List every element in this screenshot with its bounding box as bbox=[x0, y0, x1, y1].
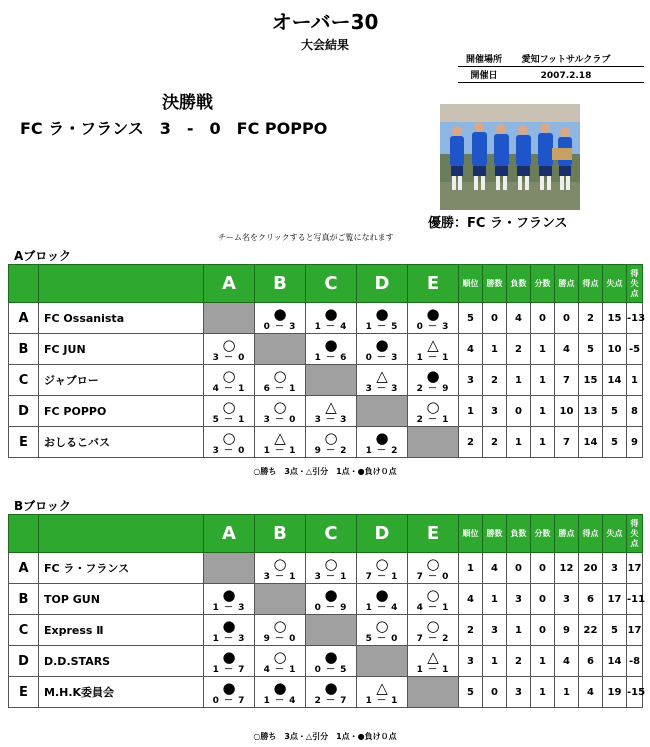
match-result-cell bbox=[306, 303, 357, 334]
row-letter: A bbox=[9, 303, 39, 334]
team-name-link[interactable]: FC POPPO bbox=[39, 396, 204, 427]
stat-header: 失点 bbox=[603, 265, 627, 303]
stat-value: 3 bbox=[483, 615, 507, 646]
match-score: 9 － 0 bbox=[263, 634, 297, 644]
stat-value: 4 bbox=[459, 334, 483, 365]
page-title: オーバー30 bbox=[271, 10, 379, 34]
stat-value: 0 bbox=[531, 584, 555, 615]
result-mark: ● bbox=[222, 679, 236, 697]
table-row bbox=[9, 553, 643, 584]
result-mark: △ bbox=[325, 398, 337, 416]
match-result-cell bbox=[408, 334, 459, 365]
stat-value: 2 bbox=[459, 615, 483, 646]
self-match-cell bbox=[408, 427, 459, 458]
stat-value: 0 bbox=[483, 677, 507, 708]
stat-value: 1 bbox=[507, 365, 531, 396]
self-match-cell bbox=[357, 646, 408, 677]
table-row bbox=[9, 584, 643, 615]
stat-value: 1 bbox=[531, 427, 555, 458]
column-header-c: C bbox=[306, 265, 357, 303]
stat-header: 失点 bbox=[603, 515, 627, 553]
match-score: 0 － 3 bbox=[365, 353, 399, 363]
match-score: 7 － 1 bbox=[365, 572, 399, 582]
stat-value: 0 bbox=[531, 553, 555, 584]
stat-value: 15 bbox=[603, 303, 627, 334]
result-mark: ● bbox=[222, 648, 236, 666]
column-header-d: D bbox=[357, 515, 408, 553]
stat-value: 5 bbox=[603, 396, 627, 427]
match-result-cell bbox=[204, 334, 255, 365]
match-result-cell bbox=[255, 365, 306, 396]
date-label: 開催日 bbox=[470, 71, 498, 81]
result-mark: ○ bbox=[273, 555, 287, 573]
stat-header: 得点 bbox=[579, 265, 603, 303]
row-letter: B bbox=[9, 584, 39, 615]
stat-value: 8 bbox=[627, 396, 643, 427]
column-header-b: B bbox=[255, 265, 306, 303]
stat-value: 0 bbox=[507, 396, 531, 427]
stat-header: 負数 bbox=[507, 265, 531, 303]
match-result-cell bbox=[408, 396, 459, 427]
table-row bbox=[9, 303, 643, 334]
result-mark: ● bbox=[273, 305, 287, 323]
team-name-link[interactable]: FC JUN bbox=[39, 334, 204, 365]
match-score: 0 － 9 bbox=[314, 603, 348, 613]
stat-value: 1 bbox=[531, 334, 555, 365]
stat-value: 17 bbox=[603, 584, 627, 615]
match-result-cell bbox=[306, 646, 357, 677]
result-mark: △ bbox=[427, 336, 439, 354]
result-mark: ● bbox=[324, 679, 338, 697]
match-result-cell bbox=[408, 365, 459, 396]
match-score: 1 － 6 bbox=[314, 353, 348, 363]
click-note: チーム名をクリックすると写真がご覧になれます bbox=[218, 233, 394, 242]
match-result-cell bbox=[306, 677, 357, 708]
team-photo-illustration bbox=[440, 104, 580, 210]
result-mark: ● bbox=[222, 586, 236, 604]
match-score: 4 － 1 bbox=[212, 384, 246, 394]
match-score: 7 － 0 bbox=[416, 572, 450, 582]
match-result-cell bbox=[204, 427, 255, 458]
match-result-cell bbox=[357, 553, 408, 584]
match-result-cell bbox=[255, 396, 306, 427]
table-row bbox=[9, 396, 643, 427]
stat-value: 17 bbox=[627, 615, 643, 646]
stat-header: 負数 bbox=[507, 515, 531, 553]
match-result-cell bbox=[306, 553, 357, 584]
result-mark: △ bbox=[376, 679, 388, 697]
table-row bbox=[9, 427, 643, 458]
row-letter: D bbox=[9, 646, 39, 677]
row-letter: A bbox=[9, 553, 39, 584]
stat-value: 1 bbox=[459, 553, 483, 584]
stat-header: 勝数 bbox=[483, 515, 507, 553]
match-score: 1 － 3 bbox=[212, 603, 246, 613]
header-team bbox=[39, 515, 204, 553]
stat-value: 4 bbox=[579, 677, 603, 708]
row-letter: E bbox=[9, 427, 39, 458]
match-score: 3 － 0 bbox=[212, 353, 246, 363]
stat-header: 得失点 bbox=[627, 265, 643, 303]
block-a-legend: ○勝ち 3点・△引分 1点・●負け０点 bbox=[253, 467, 397, 476]
match-result-cell bbox=[204, 677, 255, 708]
result-mark: ○ bbox=[273, 367, 287, 385]
final-heading: 決勝戦 bbox=[162, 93, 213, 113]
match-score: 1 － 1 bbox=[416, 665, 450, 675]
result-mark: ● bbox=[324, 336, 338, 354]
match-result-cell bbox=[255, 303, 306, 334]
stat-value: 5 bbox=[603, 615, 627, 646]
stat-value: 2 bbox=[579, 303, 603, 334]
match-result-cell bbox=[408, 553, 459, 584]
stat-value: 1 bbox=[531, 677, 555, 708]
result-mark: ○ bbox=[273, 398, 287, 416]
header-team bbox=[39, 265, 204, 303]
team-name-link[interactable]: FC Ossanista bbox=[39, 303, 204, 334]
result-mark: ● bbox=[375, 429, 389, 447]
self-match-cell bbox=[255, 334, 306, 365]
result-mark: ○ bbox=[426, 586, 440, 604]
result-mark: ● bbox=[375, 336, 389, 354]
stat-value: 3 bbox=[459, 365, 483, 396]
stat-value: 4 bbox=[555, 334, 579, 365]
match-score: 3 － 1 bbox=[314, 572, 348, 582]
stat-value: 2 bbox=[483, 365, 507, 396]
stat-value: 3 bbox=[555, 584, 579, 615]
result-mark: ● bbox=[426, 305, 440, 323]
team-name-link[interactable]: M.H.K委員会 bbox=[39, 677, 204, 708]
result-mark: ○ bbox=[375, 555, 389, 573]
block-a-title: Aブロック bbox=[14, 249, 72, 263]
table-row bbox=[9, 615, 643, 646]
stat-value: 7 bbox=[555, 427, 579, 458]
result-mark: ○ bbox=[324, 555, 338, 573]
stat-value: 1 bbox=[483, 334, 507, 365]
row-letter: B bbox=[9, 334, 39, 365]
team-name-link[interactable]: Express Ⅱ bbox=[39, 615, 204, 646]
match-result-cell bbox=[306, 334, 357, 365]
self-match-cell bbox=[255, 584, 306, 615]
stat-header: 得点 bbox=[579, 515, 603, 553]
column-header-e: E bbox=[408, 515, 459, 553]
block-b-table bbox=[8, 514, 646, 708]
column-header-d: D bbox=[357, 265, 408, 303]
result-mark: ○ bbox=[426, 555, 440, 573]
stat-value: -8 bbox=[627, 646, 643, 677]
date-value: 2007.2.18 bbox=[540, 71, 592, 81]
match-score: 5 － 1 bbox=[212, 415, 246, 425]
match-score: 5 － 0 bbox=[365, 634, 399, 644]
match-score: 3 － 0 bbox=[212, 446, 246, 456]
winner-team-photo bbox=[440, 104, 580, 210]
match-result-cell bbox=[357, 303, 408, 334]
result-mark: △ bbox=[427, 648, 439, 666]
table-header-row bbox=[9, 515, 643, 553]
column-header-e: E bbox=[408, 265, 459, 303]
stat-value: 3 bbox=[603, 553, 627, 584]
result-mark: △ bbox=[274, 429, 286, 447]
stat-value: 4 bbox=[459, 584, 483, 615]
match-result-cell bbox=[357, 677, 408, 708]
result-mark: △ bbox=[376, 367, 388, 385]
match-score: 3 － 1 bbox=[263, 572, 297, 582]
self-match-cell bbox=[306, 365, 357, 396]
winner-caption: 優勝：FC ラ・フランス bbox=[428, 216, 568, 231]
team-name-link[interactable]: D.D.STARS bbox=[39, 646, 204, 677]
block-b-title: Bブロック bbox=[14, 499, 71, 513]
stat-value: 22 bbox=[579, 615, 603, 646]
match-score: 1 － 4 bbox=[314, 322, 348, 332]
row-letter: E bbox=[9, 677, 39, 708]
header-corner bbox=[9, 265, 39, 303]
match-result-cell bbox=[357, 427, 408, 458]
stat-value: 0 bbox=[531, 303, 555, 334]
stat-header: 勝点 bbox=[555, 515, 579, 553]
match-score: 1 － 5 bbox=[365, 322, 399, 332]
team-name-link[interactable]: ジャブロー bbox=[39, 365, 204, 396]
match-score: 0 － 5 bbox=[314, 665, 348, 675]
result-mark: ● bbox=[324, 586, 338, 604]
stat-header: 得失点 bbox=[627, 515, 643, 553]
match-score: 1 － 1 bbox=[416, 353, 450, 363]
stat-value: 6 bbox=[579, 646, 603, 677]
stat-value: 6 bbox=[579, 584, 603, 615]
stat-value: 5 bbox=[579, 334, 603, 365]
match-score: 2 － 9 bbox=[416, 384, 450, 394]
venue-info bbox=[458, 52, 644, 67]
stat-value: 19 bbox=[603, 677, 627, 708]
stat-value: 4 bbox=[555, 646, 579, 677]
stat-value: 17 bbox=[627, 553, 643, 584]
column-header-c: C bbox=[306, 515, 357, 553]
stat-value: 1 bbox=[483, 646, 507, 677]
stat-header: 勝点 bbox=[555, 265, 579, 303]
stat-value: 1 bbox=[531, 396, 555, 427]
stat-value: 1 bbox=[507, 615, 531, 646]
self-match-cell bbox=[306, 615, 357, 646]
match-result-cell bbox=[306, 427, 357, 458]
stat-value: 2 bbox=[459, 427, 483, 458]
stat-value: 1 bbox=[507, 427, 531, 458]
self-match-cell bbox=[408, 677, 459, 708]
stat-value: -11 bbox=[627, 584, 643, 615]
venue-value: 愛知フットサルクラブ bbox=[521, 55, 611, 65]
match-score: 3 － 3 bbox=[365, 384, 399, 394]
result-mark: ○ bbox=[375, 617, 389, 635]
match-result-cell bbox=[357, 584, 408, 615]
match-score: 0 － 3 bbox=[263, 322, 297, 332]
stat-value: 0 bbox=[483, 303, 507, 334]
result-mark: ○ bbox=[426, 398, 440, 416]
stat-value: 2 bbox=[507, 646, 531, 677]
result-mark: ● bbox=[324, 305, 338, 323]
match-score: 1 － 4 bbox=[365, 603, 399, 613]
stat-value: 1 bbox=[531, 646, 555, 677]
stat-value: 9 bbox=[555, 615, 579, 646]
result-mark: ● bbox=[273, 679, 287, 697]
result-mark: ○ bbox=[426, 617, 440, 635]
stat-value: 14 bbox=[603, 365, 627, 396]
match-result-cell bbox=[204, 615, 255, 646]
match-result-cell bbox=[204, 396, 255, 427]
match-result-cell bbox=[306, 584, 357, 615]
header-corner bbox=[9, 515, 39, 553]
stat-value: 12 bbox=[555, 553, 579, 584]
page-subtitle: 大会結果 bbox=[300, 38, 349, 52]
stat-value: 1 bbox=[531, 365, 555, 396]
team-name-link[interactable]: おしるこバス bbox=[39, 427, 204, 458]
self-match-cell bbox=[204, 303, 255, 334]
match-score: 0 － 3 bbox=[416, 322, 450, 332]
match-result-cell bbox=[255, 615, 306, 646]
match-score: 4 － 1 bbox=[263, 665, 297, 675]
match-score: 1 － 7 bbox=[212, 665, 246, 675]
stat-value: 13 bbox=[579, 396, 603, 427]
stat-header: 順位 bbox=[459, 515, 483, 553]
match-score: 0 － 7 bbox=[212, 696, 246, 706]
stat-value: 3 bbox=[483, 396, 507, 427]
table-row bbox=[9, 646, 643, 677]
result-mark: ○ bbox=[222, 336, 236, 354]
stat-header: 分数 bbox=[531, 515, 555, 553]
match-result-cell bbox=[255, 427, 306, 458]
stat-value: 14 bbox=[603, 646, 627, 677]
stat-value: 0 bbox=[507, 553, 531, 584]
match-score: 3 － 0 bbox=[263, 415, 297, 425]
stat-value: -13 bbox=[627, 303, 643, 334]
match-result-cell bbox=[306, 396, 357, 427]
match-result-cell bbox=[357, 615, 408, 646]
result-mark: ○ bbox=[273, 648, 287, 666]
column-header-a: A bbox=[204, 515, 255, 553]
stat-value: 10 bbox=[603, 334, 627, 365]
result-mark: ○ bbox=[324, 429, 338, 447]
stat-value: 2 bbox=[483, 427, 507, 458]
match-result-cell bbox=[255, 553, 306, 584]
date-info bbox=[458, 68, 644, 83]
match-score: 1 － 1 bbox=[263, 446, 297, 456]
stat-value: 1 bbox=[627, 365, 643, 396]
match-score: 7 － 2 bbox=[416, 634, 450, 644]
stat-value: 9 bbox=[627, 427, 643, 458]
result-mark: ● bbox=[324, 648, 338, 666]
stat-value: -15 bbox=[627, 677, 643, 708]
match-result-cell bbox=[408, 303, 459, 334]
stat-value: 20 bbox=[579, 553, 603, 584]
result-mark: ○ bbox=[222, 429, 236, 447]
row-letter: D bbox=[9, 396, 39, 427]
result-mark: ● bbox=[426, 367, 440, 385]
stat-value: 4 bbox=[507, 303, 531, 334]
row-letter: C bbox=[9, 615, 39, 646]
match-result-cell bbox=[255, 646, 306, 677]
block-b-legend: ○勝ち 3点・△引分 1点・●負け０点 bbox=[253, 732, 397, 741]
result-mark: ○ bbox=[222, 398, 236, 416]
match-result-cell bbox=[204, 584, 255, 615]
stat-value: 3 bbox=[459, 646, 483, 677]
match-result-cell bbox=[408, 584, 459, 615]
stat-value: 1 bbox=[459, 396, 483, 427]
result-mark: ● bbox=[222, 617, 236, 635]
stat-value: 3 bbox=[507, 584, 531, 615]
match-result-cell bbox=[357, 365, 408, 396]
match-score: 9 － 2 bbox=[314, 446, 348, 456]
stat-value: 5 bbox=[603, 427, 627, 458]
stat-value: 5 bbox=[459, 677, 483, 708]
match-result-cell bbox=[255, 677, 306, 708]
venue-label: 開催場所 bbox=[465, 55, 502, 65]
result-mark: ○ bbox=[273, 617, 287, 635]
match-score: 3 － 3 bbox=[314, 415, 348, 425]
match-score: 2 － 7 bbox=[314, 696, 348, 706]
match-result-cell bbox=[408, 646, 459, 677]
result-mark: ○ bbox=[222, 367, 236, 385]
team-name-link[interactable]: TOP GUN bbox=[39, 584, 204, 615]
match-score: 1 － 2 bbox=[365, 446, 399, 456]
self-match-cell bbox=[357, 396, 408, 427]
column-header-a: A bbox=[204, 265, 255, 303]
stat-value: 2 bbox=[507, 334, 531, 365]
final-result: FC ラ・フランス 3 - 0 FC POPPO bbox=[20, 119, 328, 138]
stat-value: 1 bbox=[483, 584, 507, 615]
column-header-b: B bbox=[255, 515, 306, 553]
stat-value: 7 bbox=[555, 365, 579, 396]
self-match-cell bbox=[204, 553, 255, 584]
table-row bbox=[9, 365, 643, 396]
stat-value: 15 bbox=[579, 365, 603, 396]
table-row bbox=[9, 334, 643, 365]
stat-header: 勝数 bbox=[483, 265, 507, 303]
match-score: 6 － 1 bbox=[263, 384, 297, 394]
stat-header: 順位 bbox=[459, 265, 483, 303]
stat-value: 14 bbox=[579, 427, 603, 458]
row-letter: C bbox=[9, 365, 39, 396]
block-a-table bbox=[8, 264, 646, 458]
result-mark: ● bbox=[375, 586, 389, 604]
stat-value: 3 bbox=[507, 677, 531, 708]
stat-value: 1 bbox=[555, 677, 579, 708]
stat-value: 10 bbox=[555, 396, 579, 427]
stat-value: 0 bbox=[555, 303, 579, 334]
match-result-cell bbox=[357, 334, 408, 365]
stat-value: -5 bbox=[627, 334, 643, 365]
match-score: 1 － 3 bbox=[212, 634, 246, 644]
match-score: 1 － 1 bbox=[365, 696, 399, 706]
match-result-cell bbox=[204, 365, 255, 396]
stat-header: 分数 bbox=[531, 265, 555, 303]
match-score: 1 － 4 bbox=[263, 696, 297, 706]
match-result-cell bbox=[204, 646, 255, 677]
team-name-link[interactable]: FC ラ・フランス bbox=[39, 553, 204, 584]
result-mark: ● bbox=[375, 305, 389, 323]
match-result-cell bbox=[408, 615, 459, 646]
stat-value: 4 bbox=[483, 553, 507, 584]
stat-value: 5 bbox=[459, 303, 483, 334]
match-score: 4 － 1 bbox=[416, 603, 450, 613]
table-row bbox=[9, 677, 643, 708]
stat-value: 0 bbox=[531, 615, 555, 646]
table-header-row bbox=[9, 265, 643, 303]
match-score: 2 － 1 bbox=[416, 415, 450, 425]
